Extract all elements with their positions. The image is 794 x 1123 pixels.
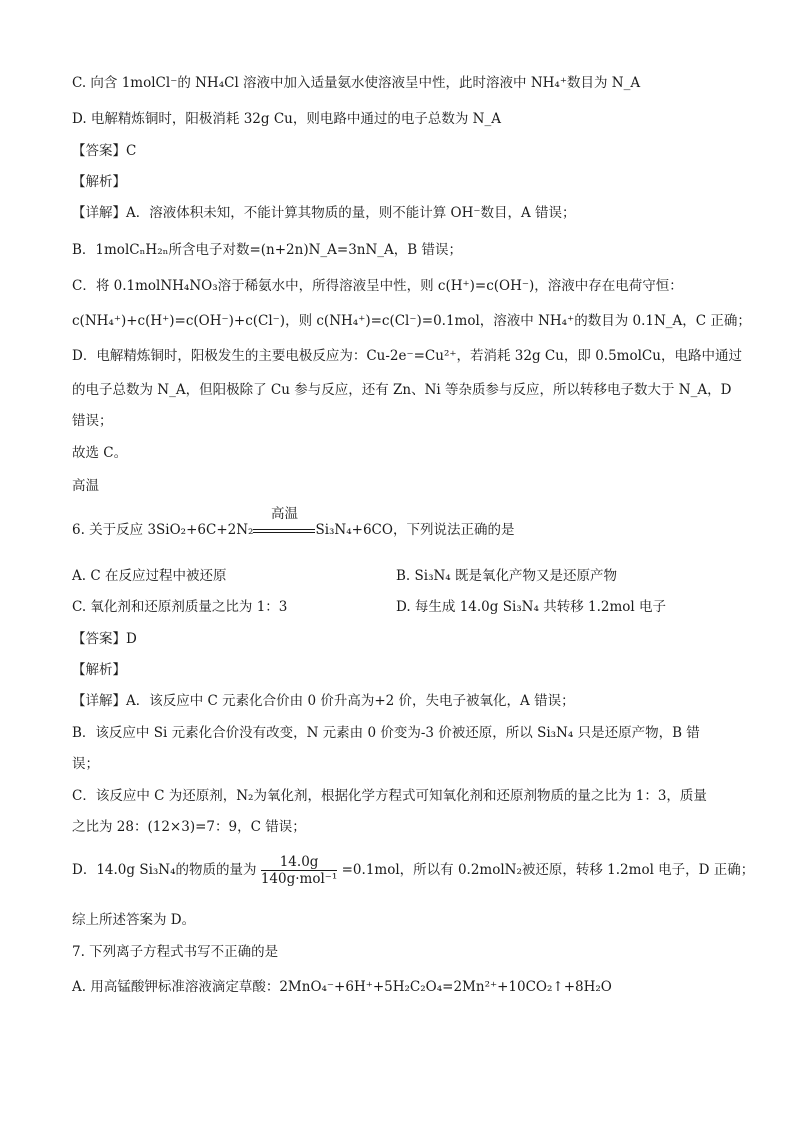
q5-detail-c-line2: c(NH₄⁺)+c(H⁺)=c(OH⁻)+c(Cl⁻)，则 c(NH₄⁺)=c(Cl⁻)=0.1mol，溶液中 NH₄⁺的数目为 0.1N_A，C 正确； [72,313,751,329]
q5-option-c: C. 向含 1molCl⁻的 NH₄Cl 溶液中加入适量氨水使溶液呈中性，此时溶液中 NH₄⁺数目为 N_A [72,75,641,91]
q6-option-b: B. Si₃N₄ 既是氧化产物又是还原产物 [396,568,617,584]
q6-stem [72,506,515,540]
q6-answer: 【答案】D [72,631,137,647]
q7-stem: 7. 下列离子方程式书写不正确的是 [72,944,279,960]
q6-stem-prefix: 6. 关于反应 3SiO₂+6C+2N₂ [72,522,254,538]
q5-detail-d-line3: 错误； [72,413,113,429]
q5-detail-d-line2: 的电子总数为 N_A，但阳极除了 Cu 参与反应，还有 Zn、Ni 等杂质参与反应，所以转移电子数大于 N_A，D [72,382,732,398]
q6-detail-d-prefix: D．14.0g Si₃N₄的物质的量为 [72,862,257,878]
q5-detail-c-line1: C．将 0.1molNH₄NO₃溶于稀氨水中，所得溶液呈中性，则 c(H⁺)=c(OH⁻)，溶液中存在电荷守恒： [72,278,683,294]
fraction-denominator: 140g·mol⁻¹ [260,871,338,887]
q6-conclusion: 综上所述答案为 D。 [72,912,196,928]
molar-fraction [261,854,338,887]
q6-detail-d-suffix: =0.1mol，所以有 0.2molN₂被还原，转移 1.2mol 电子，D 正确； [341,862,755,878]
q6-option-a: A. C 在反应过程中被还原 [72,568,227,584]
q6-detail-b-line1: B．该反应中 Si 元素化合价没有改变，N 元素由 0 价变为-3 价被还原，所以 Si₃N₄ 只是还原产物，B 错 [72,725,700,741]
q5-option-d: D. 电解精炼铜时，阳极消耗 32g Cu，则电路中通过的电子总数为 N_A [72,111,501,127]
reaction-condition: 高温 [270,506,298,522]
stray-condition-text: 高温 [72,478,99,494]
reaction-condition-arrow [253,506,315,540]
q6-analysis-heading: 【解析】 [72,662,126,678]
q6-stem-suffix: Si₃N₄+6CO，下列说法正确的是 [315,522,515,538]
q5-detail-b: B．1molCₙH₂ₙ所含电子对数=(n+2n)N_A=3nN_A，B 错误； [72,242,463,258]
fraction-numerator: 14.0g [261,854,338,871]
q5-analysis-heading: 【解析】 [72,174,126,190]
q5-conclusion: 故选 C。 [72,445,128,461]
q6-option-d: D. 每生成 14.0g Si₃N₄ 共转移 1.2mol 电子 [396,599,666,615]
q5-detail-d-line1: D．电解精炼铜时，阳极发生的主要电极反应为：Cu-2e⁻=Cu²⁺，若消耗 32g Cu，即 0.5molCu，电路中通过 [72,348,742,364]
q6-option-c: C. 氧化剂和还原剂质量之比为 1：3 [72,599,288,615]
q6-detail-c-line2: 之比为 28：(12×3)=7：9，C 错误； [72,819,306,835]
q6-detail-d [72,854,754,887]
q5-detail-a: 【详解】A．溶液体积未知，不能计算其物质的量，则不能计算 OH⁻数目，A 错误； [72,205,576,221]
q6-detail-a: 【详解】A．该反应中 C 元素化合价由 0 价升高为+2 价，失电子被氧化，A 错误； [72,693,575,709]
q6-detail-c-line1: C．该反应中 C 为还原剂，N₂为氧化剂，根据化学方程式可知氧化剂和还原剂物质的量之比为 1：3，质量 [72,788,707,804]
q7-option-a: A. 用高锰酸钾标准溶液滴定草酸：2MnO₄⁻+6H⁺+5H₂C₂O₄=2Mn²⁺+10CO₂↑+8H₂O [72,979,612,995]
q5-answer: 【答案】C [72,143,137,159]
q6-detail-b-line2: 误； [72,756,99,772]
